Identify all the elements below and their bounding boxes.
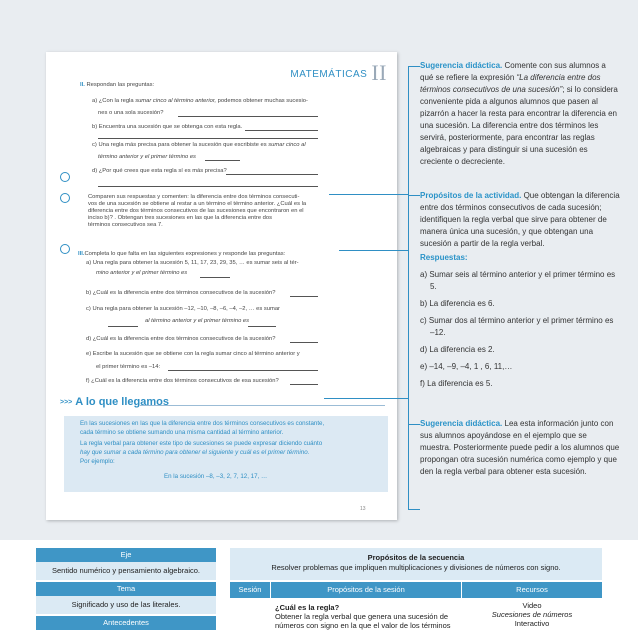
resources-cell [462,599,602,630]
page-number: 13 [360,506,366,512]
margin-marker [60,193,70,203]
question-2a: a) ¿Con la regla sumar cinco al término anterior, podemos obtener muchas sucesio- [92,98,308,104]
answer-e: e) –14, –9, –4, 1 , 6, 11,… [420,362,513,371]
side-note-suggestion-2: Sugerencia didáctica. Lea esta información junto con sus alumnos apoyándose en el ejemplo que se muestra. Posteriormente puede pedir a los alumnos que propongan otra sucesión numérica como ejemplo y que den la regla verbal para obtener esta sucesión. [420,419,620,476]
answer-c: c) Sumar dos al término anterior y el primer término es –12. [420,316,614,337]
question-2c: c) Una regla más precisa para obtener la sucesión que escribiste es sumar cinco al [92,142,306,148]
table-value-propositos: Resolver problemas que impliquen multiplicaciones y divisiones de números con signo. [271,563,561,572]
connector-line [324,398,409,399]
answer-line[interactable] [200,277,230,278]
connector-line [408,66,409,509]
conclusion-line: La regla verbal para obtener este tipo de sucesiones se puede expresar diciendo cuánto [80,440,323,447]
table-header-propositos: Propósitos de la secuencia [367,553,465,562]
connector-line [408,66,420,67]
answer-line[interactable] [98,138,318,139]
answer-line[interactable] [290,342,318,343]
session-purpose-cell [271,599,461,630]
side-note-suggestion-1: Sugerencia didáctica. Comente con sus alumnos a qué se refiere la expresión “La diferencia entre dos términos consecutivos de una sucesión”; si lo considera conveniente pida a algunos alumnos que pasen al pizarrón a hacer la resta para encontrar la diferencia en una sucesión. La diferencia entre dos términos les servirá, posteriormente, para encontrar las reglas algebraicas y para distinguir si una sucesión es creciente o decreciente. [420,61,618,166]
question-3a-line2: mino anterior y el primer término es [96,270,188,276]
answer-line[interactable] [245,130,318,131]
answer-line[interactable] [290,296,318,297]
answer-f: f) La diferencia es 5. [420,379,493,388]
answer-line[interactable] [108,326,138,327]
question-3a: a) Una regla para obtener la sucesión 5, 11, 17, 23, 29, 35, … es sumar seis al tér- [86,260,299,266]
question-3c: c) Una regla para obtener la sucesión –12, –10, –8, –6, –4, –2, … es sumar [86,306,280,312]
question-3e: e) Escribe la sucesión que se obtiene con la regla sumar cinco al término anterior y [86,351,300,357]
volume-numeral: II [371,60,387,85]
answer-line[interactable] [226,174,318,175]
compare-line4: inciso b)? . Obtengan tres sucesiones en las que la diferencia entre dos [88,215,273,221]
answer-line[interactable] [248,326,276,327]
col-header-propositos-sesion: Propósitos de la sesión [271,582,461,598]
question-3f: f) ¿Cuál es la diferencia entre dos términos consecutivos de esa sucesión? [86,378,279,384]
answer-a: a) Sumar seis al término anterior y el primer término es 5. [420,270,616,291]
table-header-tema: Tema [36,582,216,596]
answer-line[interactable] [205,160,240,161]
session-text-2: números con signo en la que el valor de los términos [275,621,451,630]
session-text: Obtener la regla verbal que genera una sucesión de [275,612,449,621]
question-3d: d) ¿Cuál es la diferencia entre dos términos consecutivos de la sucesión? [86,336,276,342]
conclusion-box [64,416,388,492]
connector-line [408,509,420,510]
answer-line[interactable] [290,384,318,385]
side-note-purposes: Propósitos de la actividad. Que obtengan la diferencia entre dos términos consecutivos de cada sucesión; identifiquen la regla verbal que sirve para obtener de manera única una sucesión, y que obtengan una sucesión a partir de la regla verbal. Respuestas: a) Sumar seis al término anterior y el primer término es 5. b) La diferencia es 6. c) Sumar dos al término anterior y el primer término es –12. d) La diferencia es 2. e) –14, –9, –4, 1 , 6, 11,… f) La diferencia es 5. [420,191,620,388]
session-title: ¿Cuál es la regla? [275,603,340,612]
question-2d: d) ¿Por qué crees que esta regla sí es más precisa? [92,168,227,174]
question-3e-line2: el primer término es –14: [96,364,161,370]
connector-line [329,194,409,195]
compare-line5: términos consecutivos sea 7. [88,222,163,228]
answer-line[interactable] [98,186,318,187]
section2-intro: II. Respondan las preguntas: [80,82,155,88]
session-cell [230,599,270,630]
section-heading: >>> A lo que llegamos [60,396,169,408]
compare-line1: Comparen sus respuestas y comenten: la diferencia entre dos términos consecuti- [88,194,300,200]
table-header-eje: Eje [36,548,216,562]
question-3b: b) ¿Cuál es la diferencia entre dos términos consecutivos de la sucesión? [86,290,276,296]
question-2c-line2: término anterior y el primer término es [98,154,196,160]
connector-line [408,195,420,196]
answer-line[interactable] [168,370,318,371]
example-sequence: En la sucesión –8, –3, 2, 7, 12, 17, … [164,473,268,480]
section3-intro: III.Completa lo que falta en las siguientes expresiones y responde las preguntas: [78,251,286,257]
margin-marker [60,172,70,182]
col-header-recursos: Recursos [462,582,602,598]
question-2a-line2: nes o una sola sucesión? [98,110,164,116]
answer-b: b) La diferencia es 6. [420,299,495,308]
compare-line3: diferencia entre dos términos consecutivos de las sucesiones que encontraron en el [88,208,304,214]
resource-video[interactable]: Video [522,601,542,610]
resource-title: Sucesiones de números [491,610,573,619]
subject-title: MATEMÁTICAS [290,69,368,80]
conclusion-line: En las sucesiones en las que la diferencia entre dos términos consecutivos es constante, [80,420,325,427]
table-value-eje: Sentido numérico y pensamiento algebraico. [36,562,216,580]
table-header-antecedentes: Antecedentes [36,616,216,630]
margin-marker [60,244,70,254]
connector-line [339,250,409,251]
answer-d: d) La diferencia es 2. [420,345,495,354]
connector-line [408,424,420,425]
heading-rule [140,405,385,406]
table-value-tema: Significado y uso de las literales. [36,596,216,614]
answers-title: Respuestas: [420,253,468,262]
page-header [290,57,387,83]
conclusion-line: hay que sumar a cada término para obtener el siguiente y cuál es el primer término. [80,449,310,456]
question-3c-line2: al término anterior y el primer término es [145,318,250,324]
answer-line[interactable] [178,116,318,117]
question-2b: b) Encuentra una sucesión que se obtenga con esta regla. [92,124,243,130]
resource-interactive[interactable]: Interactivo [514,619,550,628]
compare-line2: vos de una sucesión se obtiene al restar a un término el término anterior. ¿Cuál es la [88,201,307,207]
table-purpose-block [230,548,602,580]
conclusion-line: Por ejemplo: [80,458,115,465]
conclusion-line: cada término se obtiene sumando una misma cantidad al término anterior. [80,429,284,436]
col-header-sesion: Sesión [230,582,270,598]
